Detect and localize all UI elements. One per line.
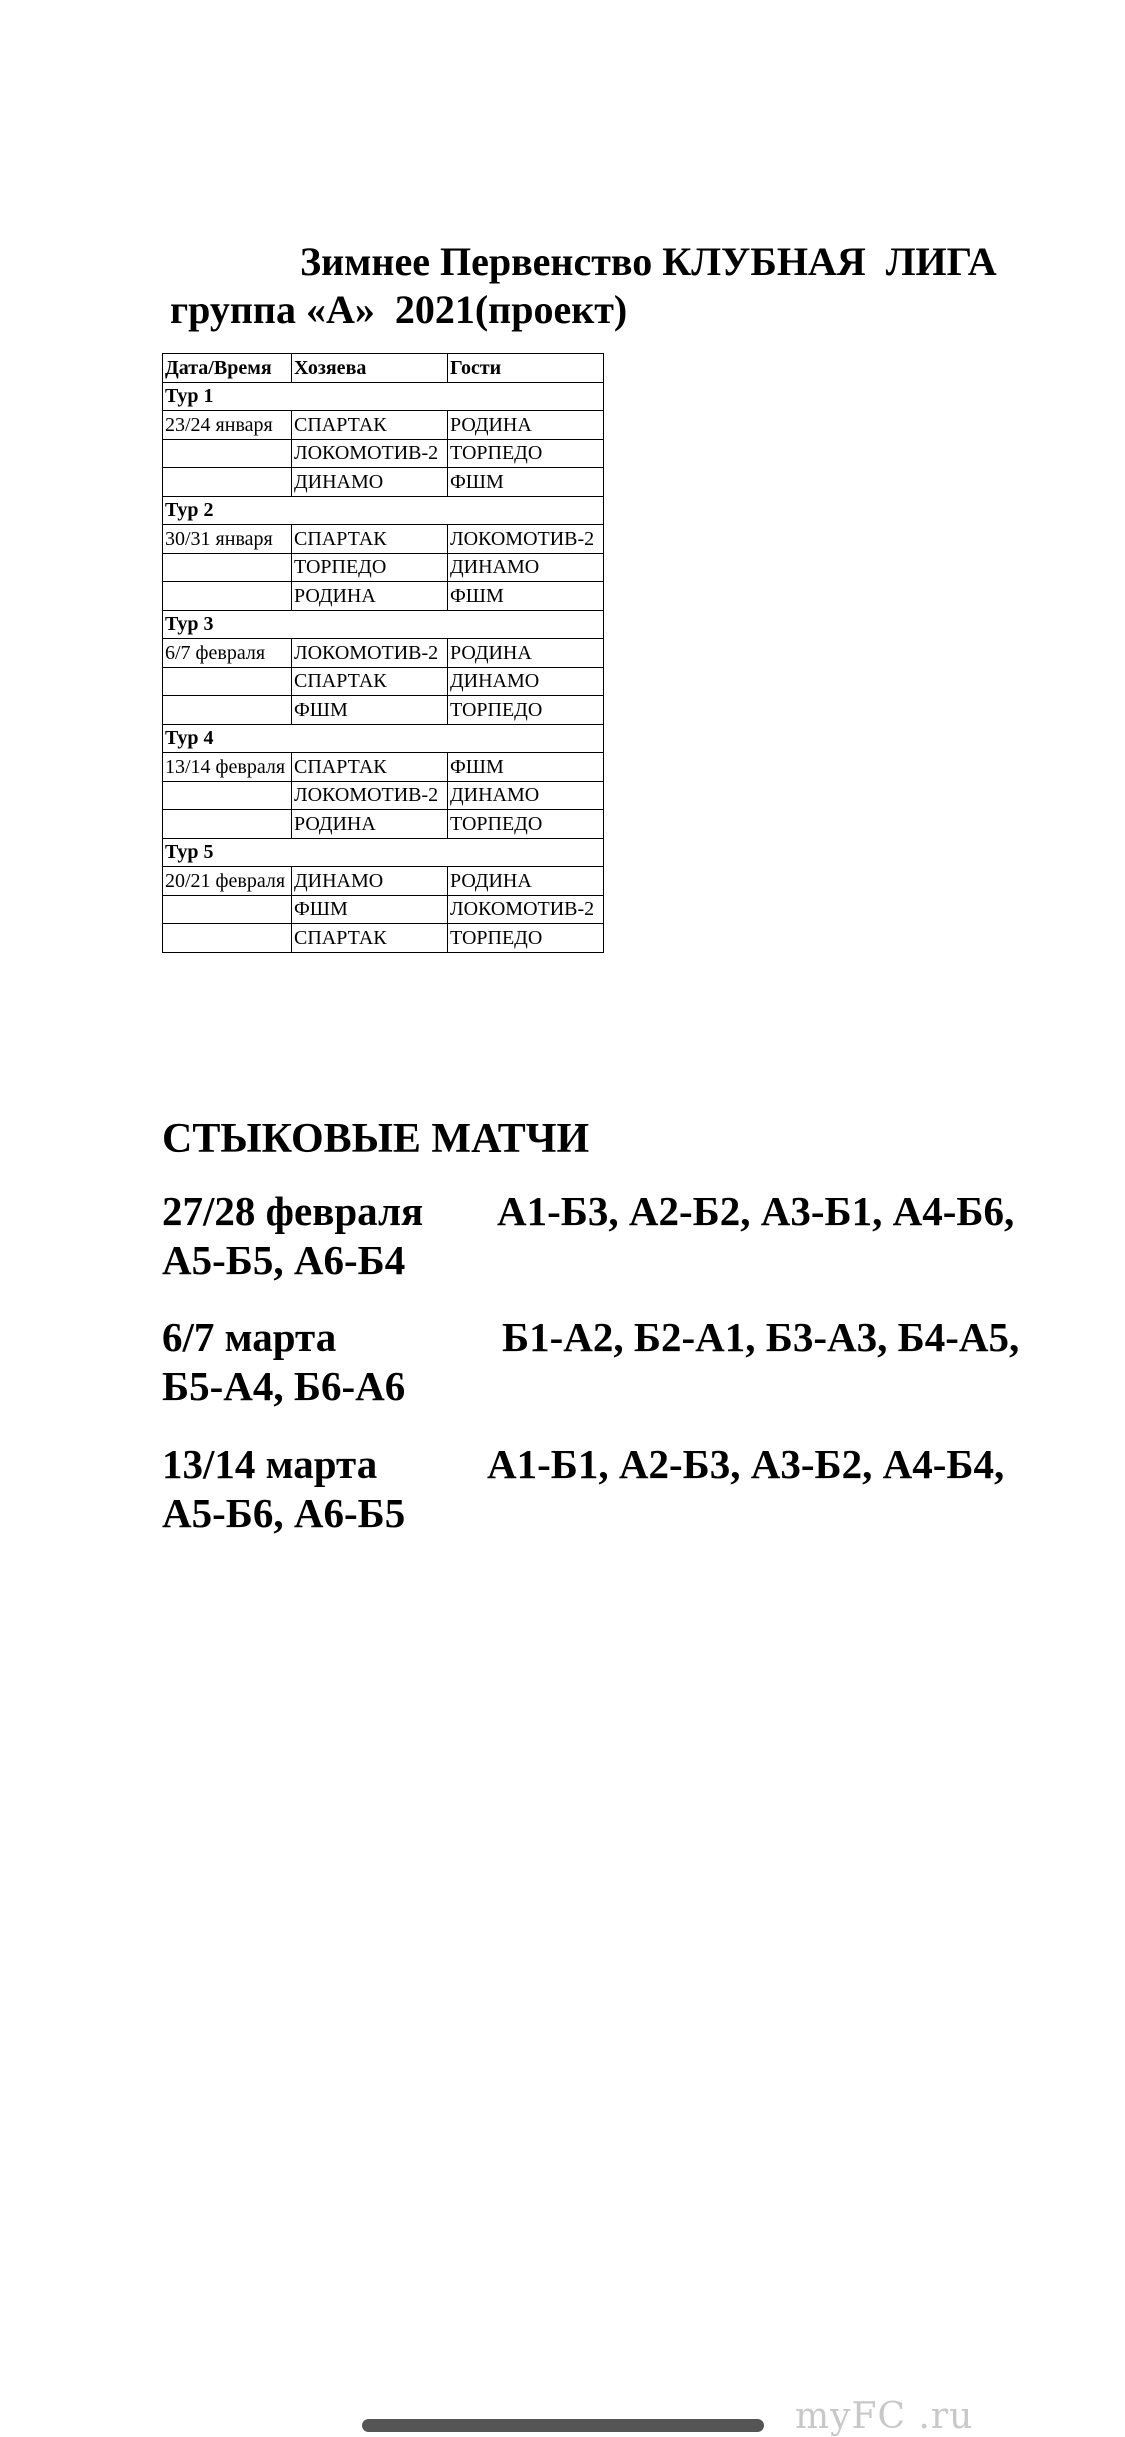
- tour-row: [163, 838, 604, 867]
- match-row: [163, 553, 604, 582]
- match-away: ТОРПЕДО: [448, 439, 604, 468]
- match-away: ТОРПЕДО: [448, 810, 604, 839]
- match-away: ДИНАМО: [448, 667, 604, 696]
- match-away: ЛОКОМОТИВ-2: [448, 525, 604, 554]
- match-home: ЛОКОМОТИВ-2: [292, 439, 448, 468]
- tour-label: Тур 2: [163, 496, 604, 525]
- match-home: ДИНАМО: [292, 867, 448, 896]
- match-row: [163, 525, 604, 554]
- playoff-pairs: А1-Б1, А2-Б3, А3-Б2, А4-Б4, А5-Б6, А6-Б5: [162, 1441, 1005, 1536]
- home-indicator-bar[interactable]: [362, 2419, 764, 2432]
- tour-label: Тур 4: [163, 724, 604, 753]
- match-date: 13/14 февраля: [163, 753, 292, 782]
- match-home: ФШМ: [292, 696, 448, 725]
- match-away: ФШМ: [448, 582, 604, 611]
- match-home: ФШМ: [292, 895, 448, 924]
- header-away: Гости: [448, 354, 604, 383]
- playoff-pairs: А1-Б3, А2-Б2, А3-Б1, А4-Б6, А5-Б5, А6-Б4: [162, 1188, 1015, 1283]
- match-date: [163, 895, 292, 924]
- match-date: [163, 696, 292, 725]
- match-home: СПАРТАК: [292, 753, 448, 782]
- playoff-pairs: Б1-А2, Б2-А1, Б3-А3, Б4-А5, Б5-А4, Б6-А6: [162, 1314, 1020, 1409]
- match-away: ФШМ: [448, 468, 604, 497]
- match-home: ДИНАМО: [292, 468, 448, 497]
- match-home: СПАРТАК: [292, 667, 448, 696]
- match-date: [163, 582, 292, 611]
- match-row: [163, 582, 604, 611]
- match-away: РОДИНА: [448, 411, 604, 440]
- tour-label: Тур 3: [163, 610, 604, 639]
- match-date: [163, 468, 292, 497]
- tour-label: Тур 5: [163, 838, 604, 867]
- match-row: [163, 895, 604, 924]
- match-date: [163, 553, 292, 582]
- match-away: ДИНАМО: [448, 781, 604, 810]
- match-away: ДИНАМО: [448, 553, 604, 582]
- match-row: [163, 924, 604, 953]
- match-home: РОДИНА: [292, 810, 448, 839]
- match-away: ТОРПЕДО: [448, 696, 604, 725]
- header-date: Дата/Время: [163, 354, 292, 383]
- tour-row: [163, 610, 604, 639]
- match-date: [163, 924, 292, 953]
- tour-label: Тур 1: [163, 382, 604, 411]
- match-date: 30/31 января: [163, 525, 292, 554]
- match-row: [163, 753, 604, 782]
- document-title-line-1: Зимнее Первенство КЛУБНАЯ ЛИГА: [300, 239, 997, 284]
- playoff-title: СТЫКОВЫЕ МАТЧИ: [162, 1116, 590, 1162]
- match-row: [163, 639, 604, 668]
- site-watermark: myFC .ru: [795, 2396, 974, 2437]
- match-row: [163, 696, 604, 725]
- playoff-row: [162, 1187, 1022, 1285]
- match-home: ЛОКОМОТИВ-2: [292, 639, 448, 668]
- match-date: [163, 781, 292, 810]
- match-home: ЛОКОМОТИВ-2: [292, 781, 448, 810]
- match-row: [163, 468, 604, 497]
- match-date: [163, 810, 292, 839]
- playoff-date: 13/14 марта: [162, 1441, 378, 1487]
- schedule-table: [162, 353, 604, 953]
- match-away: ФШМ: [448, 753, 604, 782]
- match-home: СПАРТАК: [292, 525, 448, 554]
- playoff-row: [162, 1440, 1022, 1538]
- match-date: 20/21 февраля: [163, 867, 292, 896]
- table-header-row: [163, 354, 604, 383]
- match-row: [163, 667, 604, 696]
- tour-row: [163, 496, 604, 525]
- match-away: ТОРПЕДО: [448, 924, 604, 953]
- match-row: [163, 411, 604, 440]
- match-home: СПАРТАК: [292, 411, 448, 440]
- match-date: [163, 667, 292, 696]
- match-row: [163, 810, 604, 839]
- document-title-line-2: группа «А» 2021(проект): [170, 287, 628, 332]
- match-date: 6/7 февраля: [163, 639, 292, 668]
- match-row: [163, 439, 604, 468]
- match-home: РОДИНА: [292, 582, 448, 611]
- match-date: 23/24 января: [163, 411, 292, 440]
- match-home: ТОРПЕДО: [292, 553, 448, 582]
- match-row: [163, 781, 604, 810]
- playoff-row: [162, 1313, 1022, 1411]
- match-away: ЛОКОМОТИВ-2: [448, 895, 604, 924]
- tour-row: [163, 724, 604, 753]
- tour-row: [163, 382, 604, 411]
- match-away: РОДИНА: [448, 639, 604, 668]
- match-away: РОДИНА: [448, 867, 604, 896]
- playoff-date: 6/7 марта: [162, 1314, 337, 1360]
- match-row: [163, 867, 604, 896]
- match-home: СПАРТАК: [292, 924, 448, 953]
- match-date: [163, 439, 292, 468]
- header-home: Хозяева: [292, 354, 448, 383]
- playoff-date: 27/28 февраля: [162, 1188, 424, 1234]
